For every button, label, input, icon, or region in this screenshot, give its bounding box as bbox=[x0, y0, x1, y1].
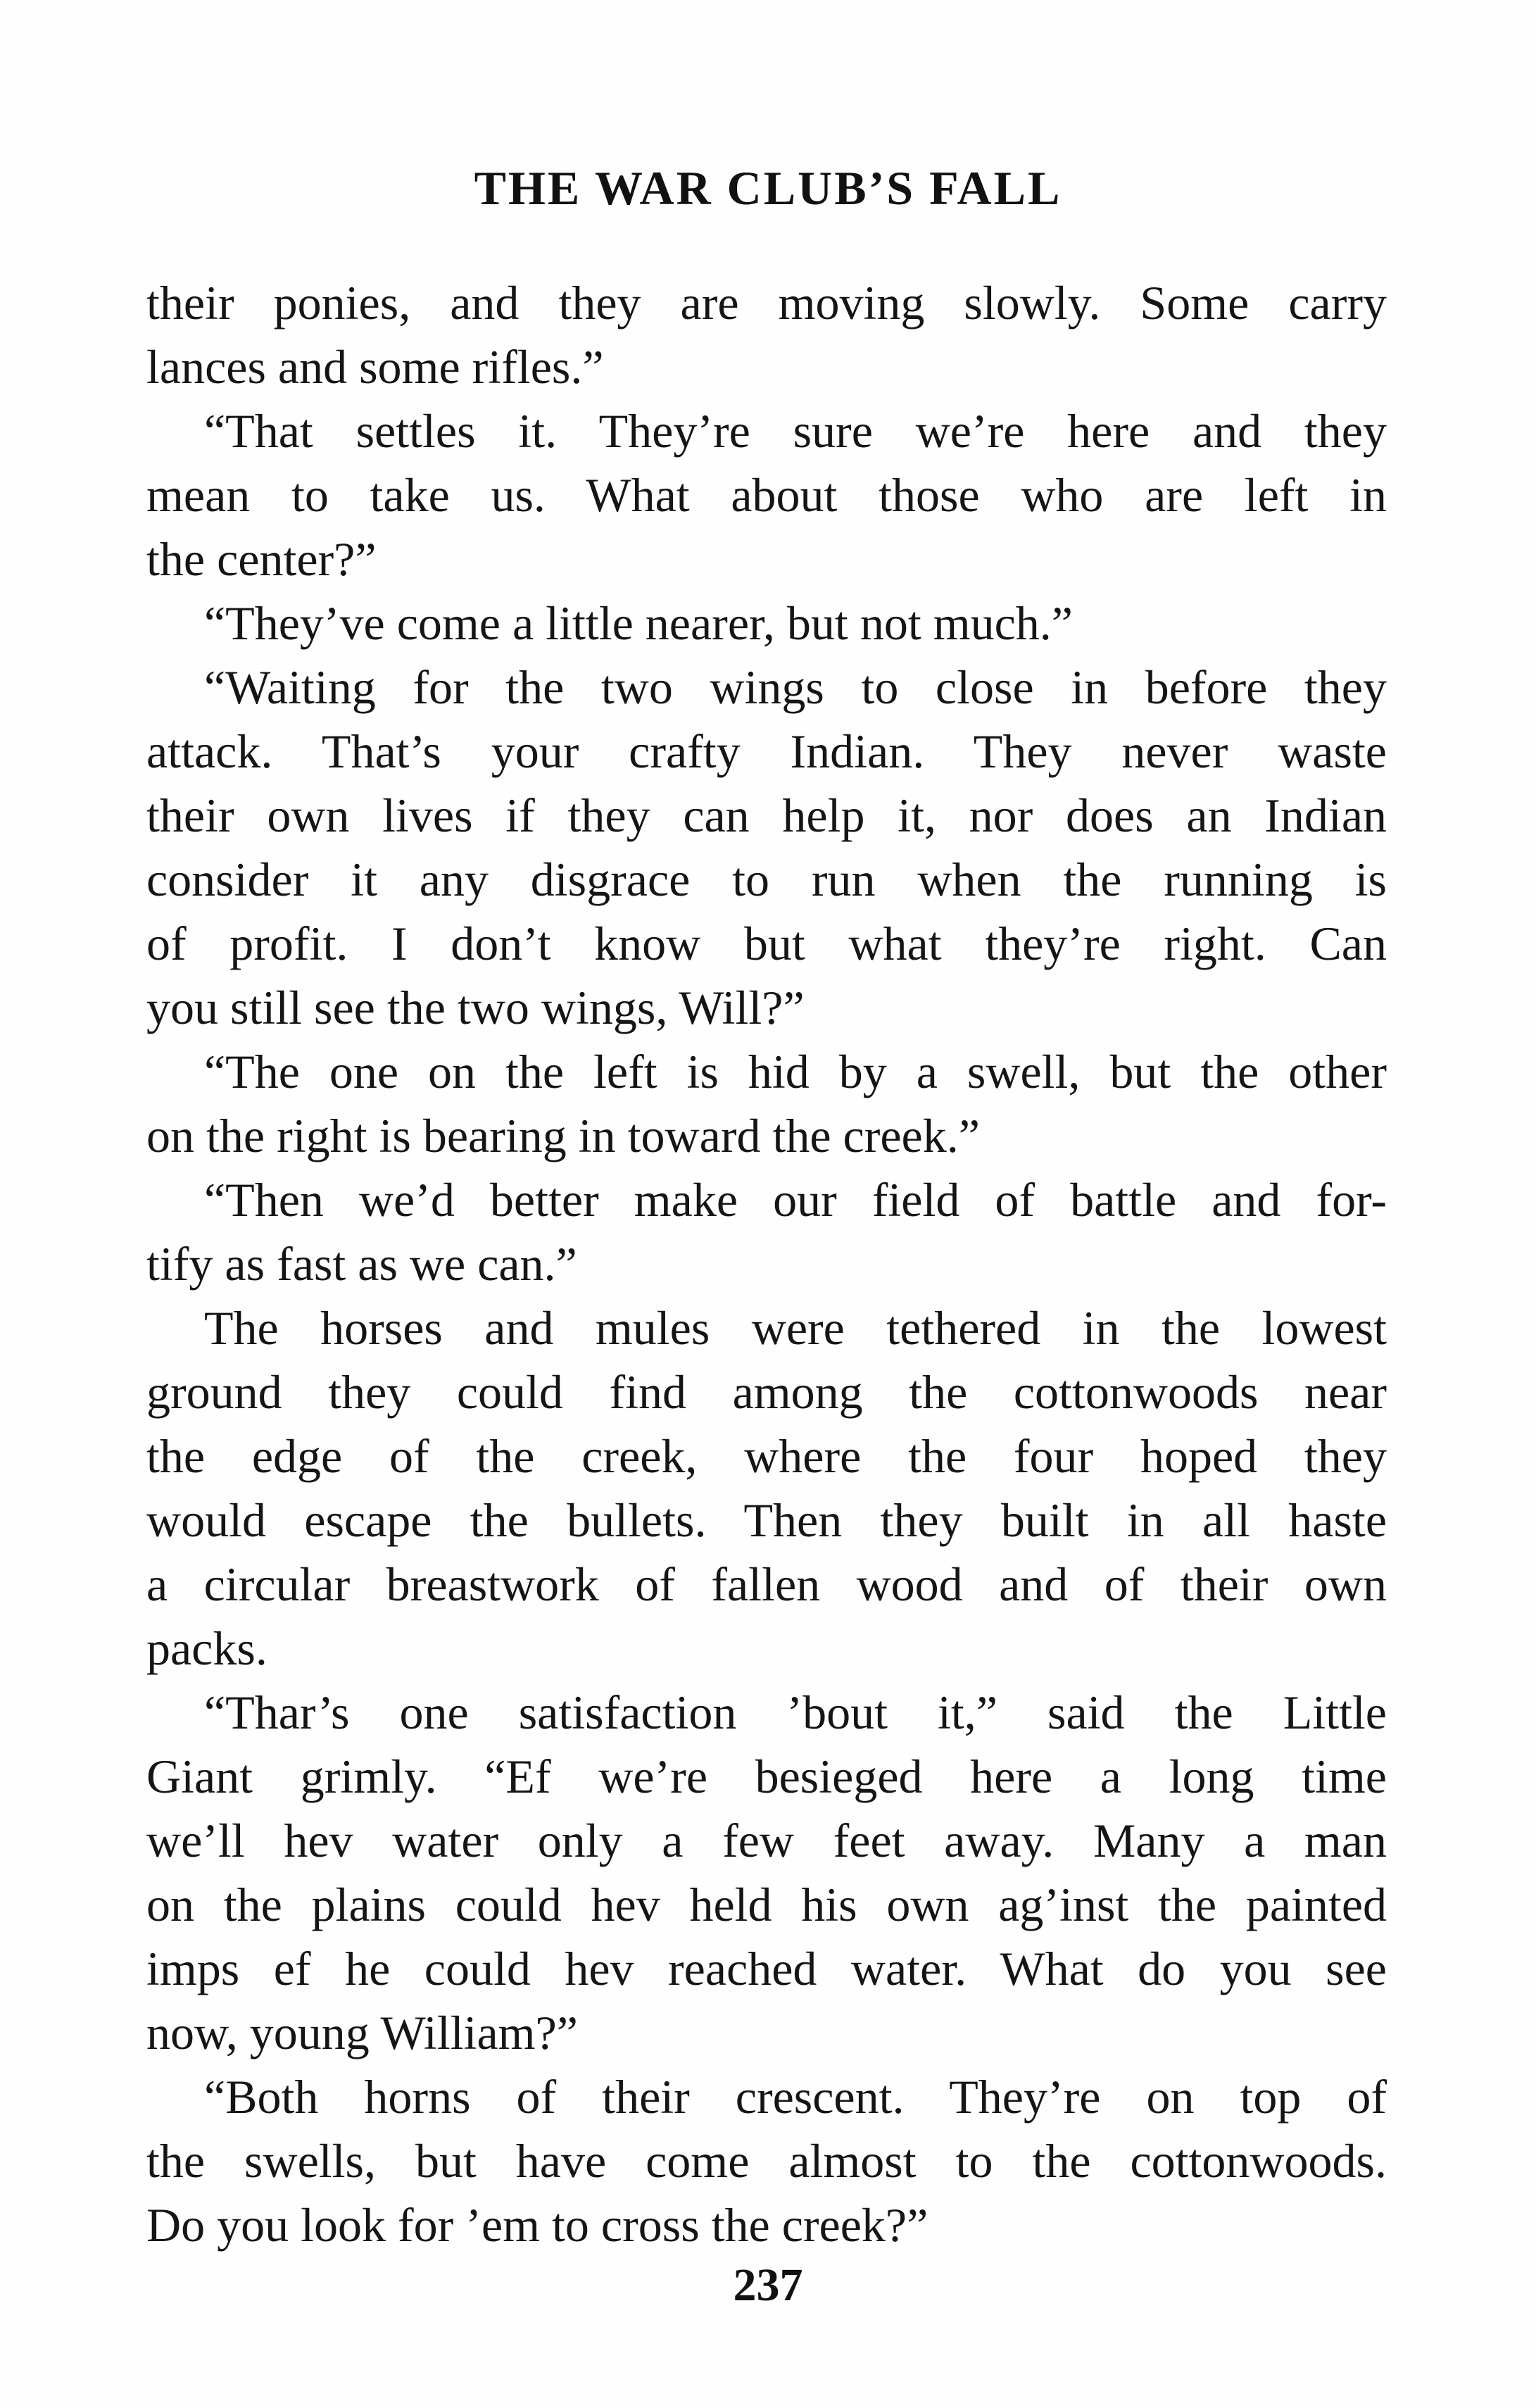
text-line: tify as fast as we can.” bbox=[146, 1237, 577, 1291]
text-line: consider it any disgrace to run when the running is bbox=[146, 853, 1387, 906]
text-line: “Both horns of their crescent. They’re on top of bbox=[204, 2070, 1387, 2124]
text-line: Do you look for ’em to cross the creek?” bbox=[146, 2198, 928, 2252]
text-line: “That settles it. They’re sure we’re here and they bbox=[204, 404, 1387, 458]
text-line: “The one on the left is hid by a swell, but the other bbox=[204, 1045, 1387, 1098]
text-line: “They’ve come a little nearer, but not much.” bbox=[204, 596, 1073, 650]
text-line: a circular breastwork of fallen wood and of their own bbox=[146, 1557, 1387, 1611]
text-line: Giant grimly. “Ef we’re besieged here a long time bbox=[146, 1750, 1387, 1803]
text-line: now, young William?” bbox=[146, 2006, 578, 2059]
body-text bbox=[146, 271, 1387, 2257]
text-line: ground they could find among the cottonwoods near bbox=[146, 1365, 1387, 1419]
page-number: 237 bbox=[733, 2259, 803, 2311]
text-line: “Then we’d better make our field of battle and for- bbox=[204, 1173, 1387, 1227]
text-line: “Waiting for the two wings to close in before they bbox=[204, 660, 1387, 714]
text-line: on the right is bearing in toward the creek.” bbox=[146, 1109, 980, 1162]
text-line: the swells, but have come almost to the cottonwoods. bbox=[146, 2134, 1387, 2188]
text-line: on the plains could hev held his own ag’inst the painted bbox=[146, 1878, 1387, 1931]
text-line: would escape the bullets. Then they built in all haste bbox=[146, 1493, 1387, 1547]
text-line: their ponies, and they are moving slowly. Some carry bbox=[146, 276, 1387, 330]
text-line: packs. bbox=[146, 1622, 267, 1675]
text-line: mean to take us. What about those who are left in bbox=[146, 468, 1387, 522]
text-line: lances and some rifles.” bbox=[146, 340, 604, 394]
text-line: you still see the two wings, Will?” bbox=[146, 981, 805, 1034]
text-line: imps ef he could hev reached water. What do you see bbox=[146, 1942, 1387, 1995]
text-line: The horses and mules were tethered in the lowest bbox=[204, 1301, 1387, 1355]
text-line: we’ll hev water only a few feet away. Many a man bbox=[146, 1814, 1387, 1867]
running-head: THE WAR CLUB’S FALL bbox=[474, 161, 1062, 215]
text-line: the center?” bbox=[146, 532, 377, 586]
text-line: of profit. I don’t know but what they’re right. Can bbox=[146, 917, 1387, 970]
text-line: the edge of the creek, where the four hoped they bbox=[146, 1429, 1387, 1483]
text-line: “Thar’s one satisfaction ’bout it,” said the Little bbox=[204, 1686, 1387, 1739]
text-line: attack. That’s your crafty Indian. They never waste bbox=[146, 725, 1387, 778]
text-line: their own lives if they can help it, nor does an Indian bbox=[146, 789, 1387, 842]
